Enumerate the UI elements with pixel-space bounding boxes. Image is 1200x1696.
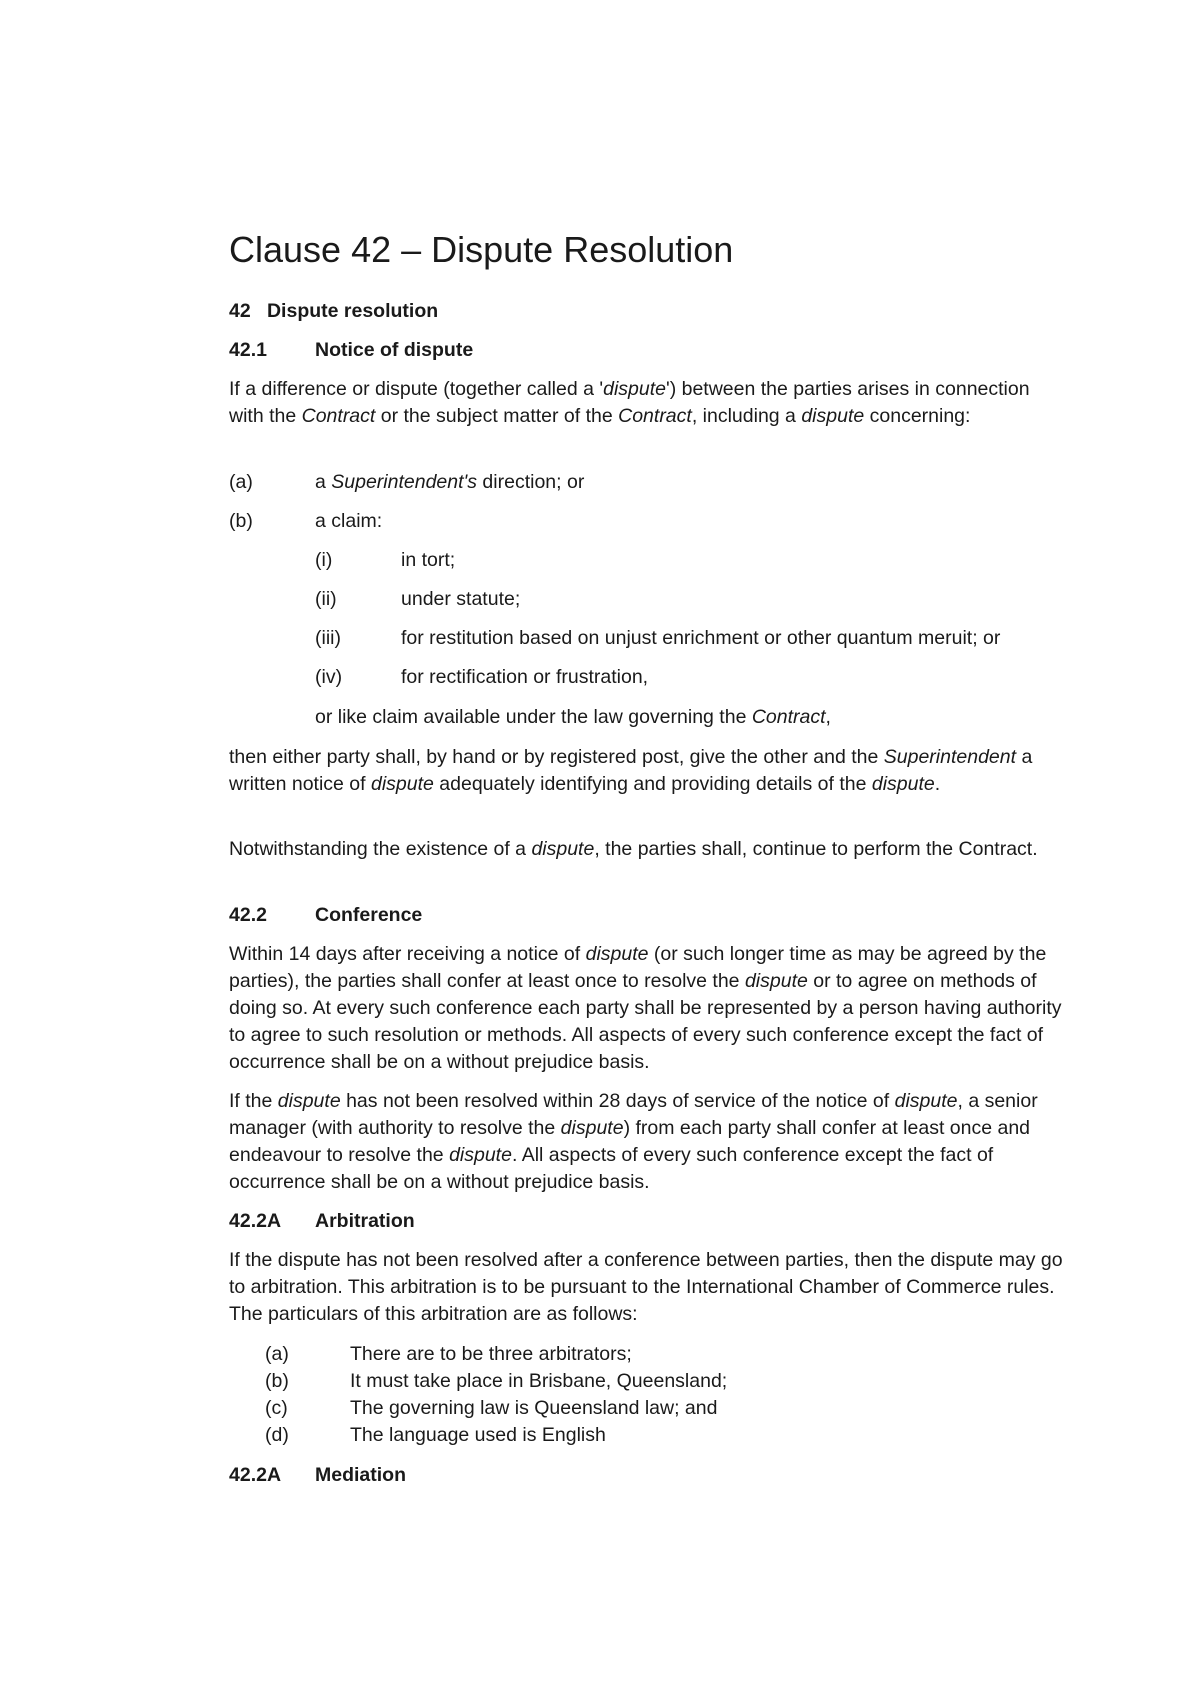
heading-42: [229, 298, 438, 325]
or-like-claim: or like claim available under the law governing the Contract,: [315, 706, 831, 728]
arbitration-item-b: (b) It must take place in Brisbane, Queensland;: [265, 1368, 727, 1395]
list-item-a: (a) a Superintendent's direction; or: [229, 469, 584, 496]
heading-42-1: [229, 337, 473, 364]
heading-number: 42.2: [229, 904, 267, 926]
paragraph-arbitration: If the dispute has not been resolved after a conference between parties, then the dispute may go to arbitration. This arbitration is to be pursuant to the International Chamber of Commerce rules. The particulars of this arbitration are as follows:: [229, 1249, 1063, 1325]
list-label: (a): [265, 1343, 289, 1365]
paragraph-notice-intro: If a difference or dispute (together called a 'dispute') between the parties arises in connection with the Contract or the subject matter of the Contract, including a dispute concerning:: [229, 378, 1030, 427]
heading-text: Mediation: [315, 1464, 406, 1486]
heading-number: 42: [229, 300, 251, 322]
list-label: (ii): [315, 588, 337, 610]
heading-text: Notice of dispute: [315, 339, 474, 361]
list-label: (c): [265, 1397, 288, 1419]
heading-text: Arbitration: [315, 1210, 415, 1232]
sub-item-ii: (ii) under statute;: [315, 586, 520, 613]
heading-42-2: [229, 902, 422, 929]
arbitration-item-d: (d) The language used is English: [265, 1422, 606, 1449]
arbitration-item-a: (a) There are to be three arbitrators;: [265, 1341, 632, 1368]
heading-42-2a-mediation: [229, 1462, 406, 1489]
sub-item-iv: (iv) for rectification or frustration,: [315, 664, 648, 691]
heading-number: 42.2A: [229, 1210, 282, 1232]
list-label: (b): [229, 510, 253, 532]
heading-text: Dispute resolution: [266, 300, 439, 322]
list-item-b: (b) a claim:: [229, 508, 382, 535]
list-label: (iii): [315, 627, 341, 649]
list-label: (iv): [315, 666, 343, 688]
page-title: Clause 42 – Dispute Resolution: [229, 229, 734, 270]
list-label: (b): [265, 1370, 289, 1392]
list-label: (a): [229, 471, 253, 493]
sub-item-i: (i) in tort;: [315, 547, 455, 574]
paragraph-conference-2: If the dispute has not been resolved within 28 days of service of the notice of dispute, a senior manager (with authority to resolve the dispute) from each party shall confer at least once and endeavour to resolve the dispute. All aspects of every such conference except the fact of occurrence shall be on a without prejudice basis.: [229, 1090, 1038, 1193]
arbitration-item-c: (c) The governing law is Queensland law; and: [265, 1395, 717, 1422]
heading-number: 42.2A: [229, 1464, 282, 1486]
paragraph-notice-give: then either party shall, by hand or by registered post, give the other and the Superintendent a written notice of dispute adequately identifying and providing details of the dispute.: [229, 746, 1033, 795]
heading-text: Conference: [315, 904, 423, 926]
list-label: (d): [265, 1424, 289, 1446]
heading-number: 42.1: [229, 339, 267, 361]
list-label: (i): [315, 549, 333, 571]
heading-42-2a-arbitration: [229, 1208, 415, 1235]
paragraph-conference-1: Within 14 days after receiving a notice of dispute (or such longer time as may be agreed by the parties), the parties shall confer at least once to resolve the dispute or to agree on methods of doing so. At every such conference each party shall be represented by a person having authority to agree to such resolution or methods. All aspects of every such conference except the fact of occurrence shall be on a without prejudice basis.: [229, 943, 1062, 1073]
paragraph-continue-perform: Notwithstanding the existence of a dispute, the parties shall, continue to perform the Contract.: [229, 838, 1038, 860]
sub-item-iii: (iii) for restitution based on unjust enrichment or other quantum meruit; or: [315, 625, 1000, 652]
